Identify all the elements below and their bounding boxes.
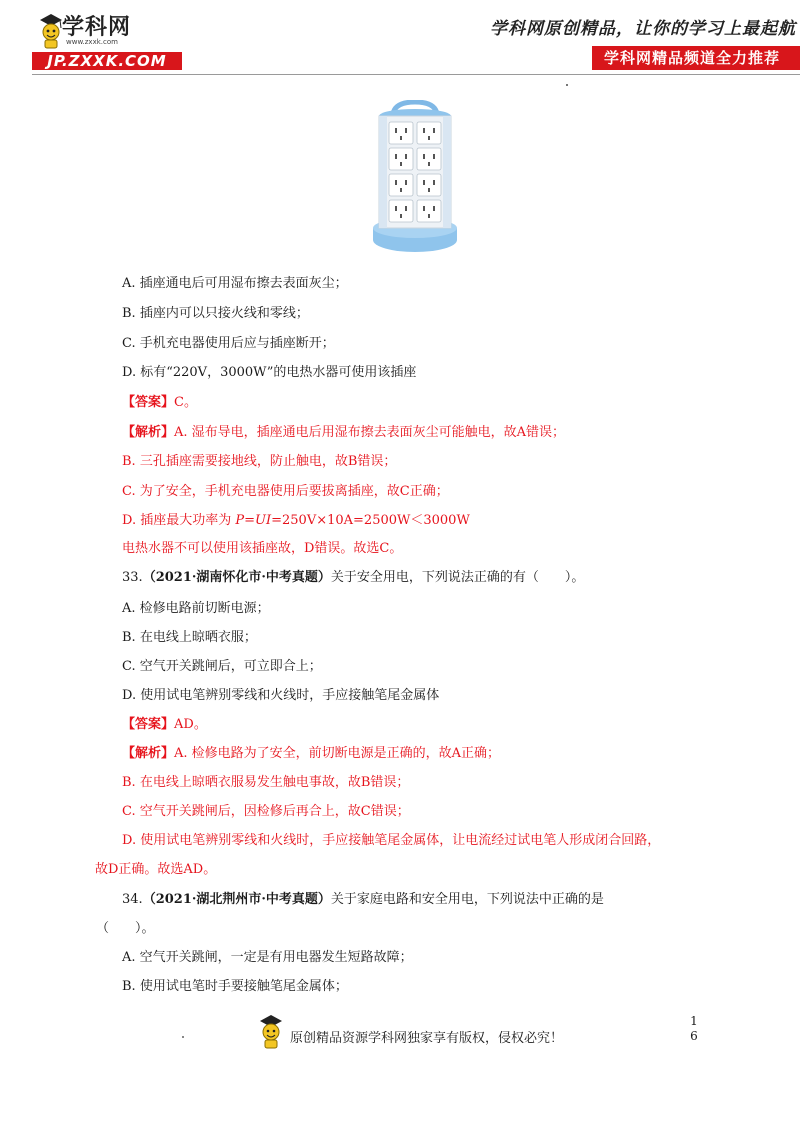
analysis-line (122, 745, 500, 763)
answer-tag: 【答案】 (122, 717, 175, 732)
header-banner: 学科网精品频道全力推荐 (592, 46, 800, 70)
option-a: A. 空气开关跳闸，一定是有用电器发生短路故障； (122, 950, 413, 965)
analysis-text: A. 湿布导电，插座通电后用湿布擦去表面灰尘可能触电，故A错误； (174, 425, 566, 440)
option-b: B. 在电线上晾晒衣服； (122, 630, 257, 645)
analysis-tag: 【解析】 (122, 425, 175, 440)
page-number (689, 1014, 699, 1044)
option-a: A. 检修电路前切断电源； (122, 601, 270, 616)
analysis-line: C. 空气开关跳闸后，因检修后再合上，故C错误； (122, 804, 410, 819)
question-text: 关于安全用电，下列说法正确的有（ ）。 (330, 570, 585, 585)
option-a: A. 插座通电后可用湿布擦去表面灰尘； (122, 276, 348, 291)
logo-text: 学科网 (62, 15, 132, 40)
formula-eq: = (244, 513, 256, 528)
option-c: C. 空气开关跳闸后，可立即合上； (122, 659, 322, 674)
mascot-footer-icon (258, 1014, 284, 1050)
formula-p: P (235, 513, 245, 528)
formula-ui: UI (255, 513, 272, 528)
analysis-line: 故D正确。故选AD。 (95, 862, 217, 877)
analysis-line: C. 为了安全，手机充电器使用后要拔离插座，故C正确； (122, 484, 449, 499)
answer-text: AD。 (174, 717, 207, 732)
question-33-stem (122, 569, 584, 587)
analysis-line: B. 三孔插座需要接地线，防止触电，故B错误； (122, 454, 397, 469)
analysis-line: D. 使用试电笔辨别零线和火线时，手应接触笔尾金属体，让电流经过试电笔人形成闭合回路， (122, 833, 661, 848)
answer-text: C。 (174, 395, 197, 410)
answer-line (122, 716, 207, 734)
analysis-line (122, 424, 565, 442)
page-number-top: 1 (690, 1014, 698, 1028)
header-divider (32, 74, 800, 75)
mascot-logo-icon (38, 12, 64, 50)
footer-copyright: 原创精品资源学科网独家享有版权，侵权必究！ (290, 1031, 564, 1046)
question-34-stem (122, 891, 604, 909)
option-d: D. 使用试电笔辨别零线和火线时，手应接触笔尾金属体 (122, 688, 440, 703)
analysis-formula-line (122, 512, 470, 530)
question-34-stem-cont: （ ）。 (96, 921, 155, 936)
logo-small-url: www.zxxk.com (66, 38, 118, 46)
analysis-tag: 【解析】 (122, 746, 175, 761)
question-number: 34. (122, 892, 143, 907)
option-d: D. 标有“220V，3000W”的电热水器可使用该插座 (122, 365, 417, 380)
question-source: （2021·湖南怀化市·中考真题） (142, 570, 331, 585)
answer-line (122, 394, 197, 412)
page-header (0, 0, 800, 85)
logo-url-bar: JP.ZXXK.COM (32, 52, 182, 70)
analysis-line: 电热水器不可以使用该插座故，D错误。故选C。 (122, 541, 403, 556)
footer-dot (182, 1036, 184, 1038)
header-slogan: 学科网原创精品，让你的学习上最起航 (490, 19, 796, 39)
formula-prefix: D. 插座最大功率为 (122, 513, 236, 528)
question-source: （2021·湖北荆州市·中考真题） (142, 892, 331, 907)
question-number: 33. (122, 570, 143, 585)
page-number-bottom: 6 (690, 1029, 698, 1043)
analysis-text: A. 检修电路为了安全，前切断电源是正确的，故A正确； (174, 746, 501, 761)
option-b: B. 使用试电笔时手要接触笔尾金属体； (122, 979, 348, 994)
formula-rest: =250V×10A=2500W＜3000W (271, 513, 470, 528)
question-text: 关于家庭电路和安全用电，下列说法中正确的是 (330, 892, 604, 907)
header-dot (566, 84, 568, 86)
analysis-line: B. 在电线上晾晒衣服易发生触电事故，故B错误； (122, 775, 410, 790)
answer-tag: 【答案】 (122, 395, 175, 410)
option-b: B. 插座内可以只接火线和零线； (122, 306, 309, 321)
socket-tower-figure (365, 100, 465, 255)
option-c: C. 手机充电器使用后应与插座断开； (122, 336, 335, 351)
